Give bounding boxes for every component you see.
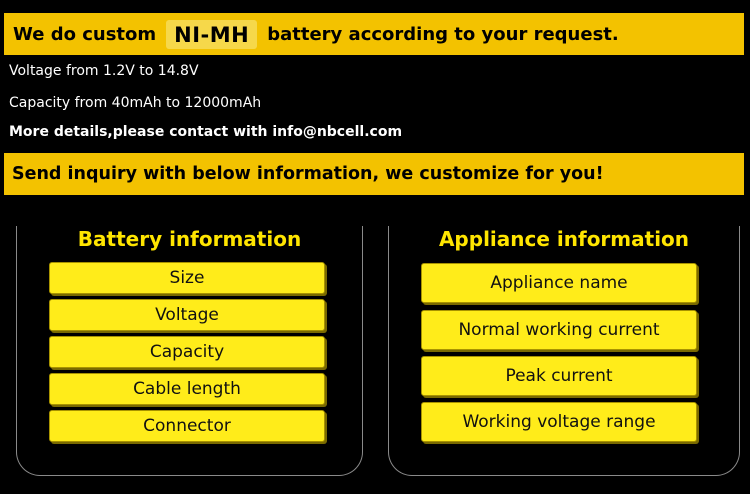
top-banner-prefix: We do custom: [13, 23, 157, 45]
battery-item-cable-length[interactable]: Cable length: [49, 373, 325, 405]
contact-text: More details,please contact with info@nbcell.com: [9, 124, 403, 140]
appliance-panel-title: Appliance information: [438, 227, 690, 251]
top-banner-suffix: battery according to your request.: [267, 23, 619, 45]
battery-item-connector[interactable]: Connector: [49, 410, 325, 442]
appliance-information-panel: [388, 226, 740, 476]
battery-item-size[interactable]: Size: [49, 262, 325, 294]
appliance-item-peak-current[interactable]: Peak current: [421, 356, 697, 396]
battery-information-panel: [16, 226, 363, 476]
battery-panel-title: Battery information: [77, 227, 302, 251]
inquiry-banner: [4, 153, 744, 195]
battery-item-voltage[interactable]: Voltage: [49, 299, 325, 331]
appliance-item-normal-current[interactable]: Normal working current: [421, 310, 697, 350]
top-banner: [4, 13, 744, 55]
appliance-item-name[interactable]: Appliance name: [421, 263, 697, 303]
inquiry-banner-text: Send inquiry with below information, we customize for you!: [12, 164, 604, 184]
battery-item-capacity[interactable]: Capacity: [49, 336, 325, 368]
battery-type-highlight: NI-MH: [166, 20, 257, 49]
voltage-range-text: Voltage from 1.2V to 14.8V: [9, 63, 199, 79]
capacity-range-text: Capacity from 40mAh to 12000mAh: [9, 95, 262, 111]
appliance-item-voltage-range[interactable]: Working voltage range: [421, 402, 697, 442]
